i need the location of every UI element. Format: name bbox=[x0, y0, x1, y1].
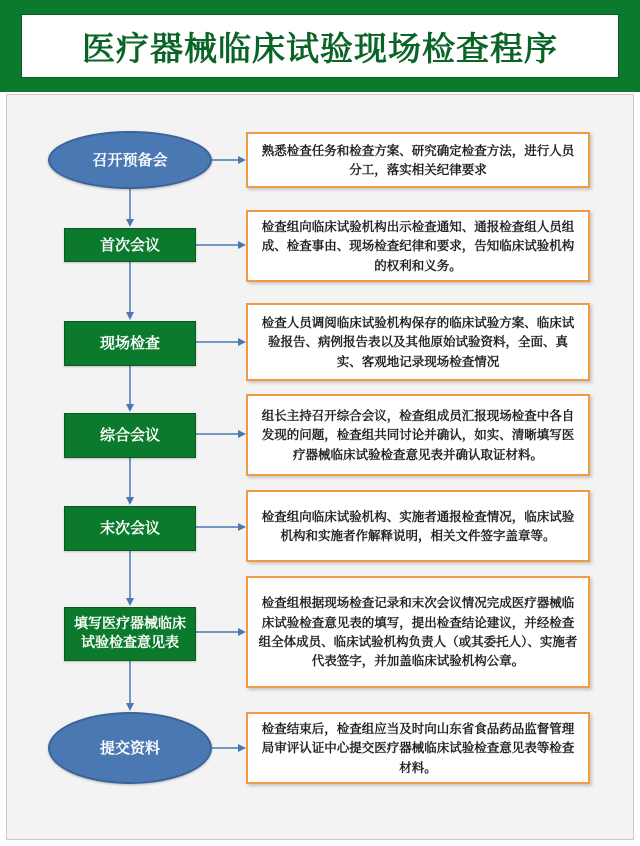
step-first-meeting-description: 检查组向临床试验机构出示检查通知、通报检查组人员组成、检查事由、现场检查纪律和要求，告知临床试验机构的权利和义务。 bbox=[246, 210, 590, 282]
step-final-meeting bbox=[64, 506, 196, 551]
step-label: 提交资料 bbox=[99, 738, 160, 757]
step-label: 综合会议 bbox=[99, 426, 160, 445]
step-onsite-inspection bbox=[64, 321, 196, 366]
step-label: 首次会议 bbox=[99, 235, 160, 254]
step-onsite-inspection-description: 检查人员调阅临床试验机构保存的临床试验方案、临床试验报告、病例报告表以及其他原始试验资料，全面、真实、客观地记录现场检查情况 bbox=[246, 303, 590, 381]
step-label: 填写医疗器械临床试验检查意见表 bbox=[74, 616, 186, 651]
step-fill-inspection-form bbox=[64, 607, 196, 661]
step-submit-materials-description: 检查结束后，检查组应当及时向山东省食品药品监督管理局审评认证中心提交医疗器械临床试验检查意见表等检查材料。 bbox=[246, 712, 590, 784]
step-first-meeting bbox=[64, 228, 196, 262]
step-label: 召开预备会 bbox=[92, 150, 168, 169]
step-summary-meeting bbox=[64, 413, 196, 458]
step-fill-inspection-form-description: 检查组根据现场检查记录和末次会议情况完成医疗器械临床试验检查意见表的填写，提出检查结论建议，并经检查组全体成员、临床试验机构负责人（或其委托人）、实施者代表签字，并加盖临床试验机构公章。 bbox=[246, 576, 590, 688]
step-prep-meeting bbox=[48, 131, 212, 189]
step-submit-materials bbox=[48, 712, 212, 784]
page-title: 医疗器械临床试验现场检查程序 bbox=[82, 28, 558, 68]
step-label: 末次会议 bbox=[99, 519, 160, 538]
step-final-meeting-description: 检查组向临床试验机构、实施者通报检查情况，临床试验机构和实施者作解释说明，相关文件签字盖章等。 bbox=[246, 490, 590, 562]
step-prep-meeting-description: 熟悉检查任务和检查方案、研究确定检查方法，进行人员分工，落实相关纪律要求 bbox=[246, 132, 590, 188]
step-label: 现场检查 bbox=[99, 334, 160, 353]
step-summary-meeting-description: 组长主持召开综合会议，检查组成员汇报现场检查中各自发现的问题，检查组共同讨论并确认，如实、清晰填写医疗器械临床试验检查意见表并确认取证材料。 bbox=[246, 394, 590, 476]
